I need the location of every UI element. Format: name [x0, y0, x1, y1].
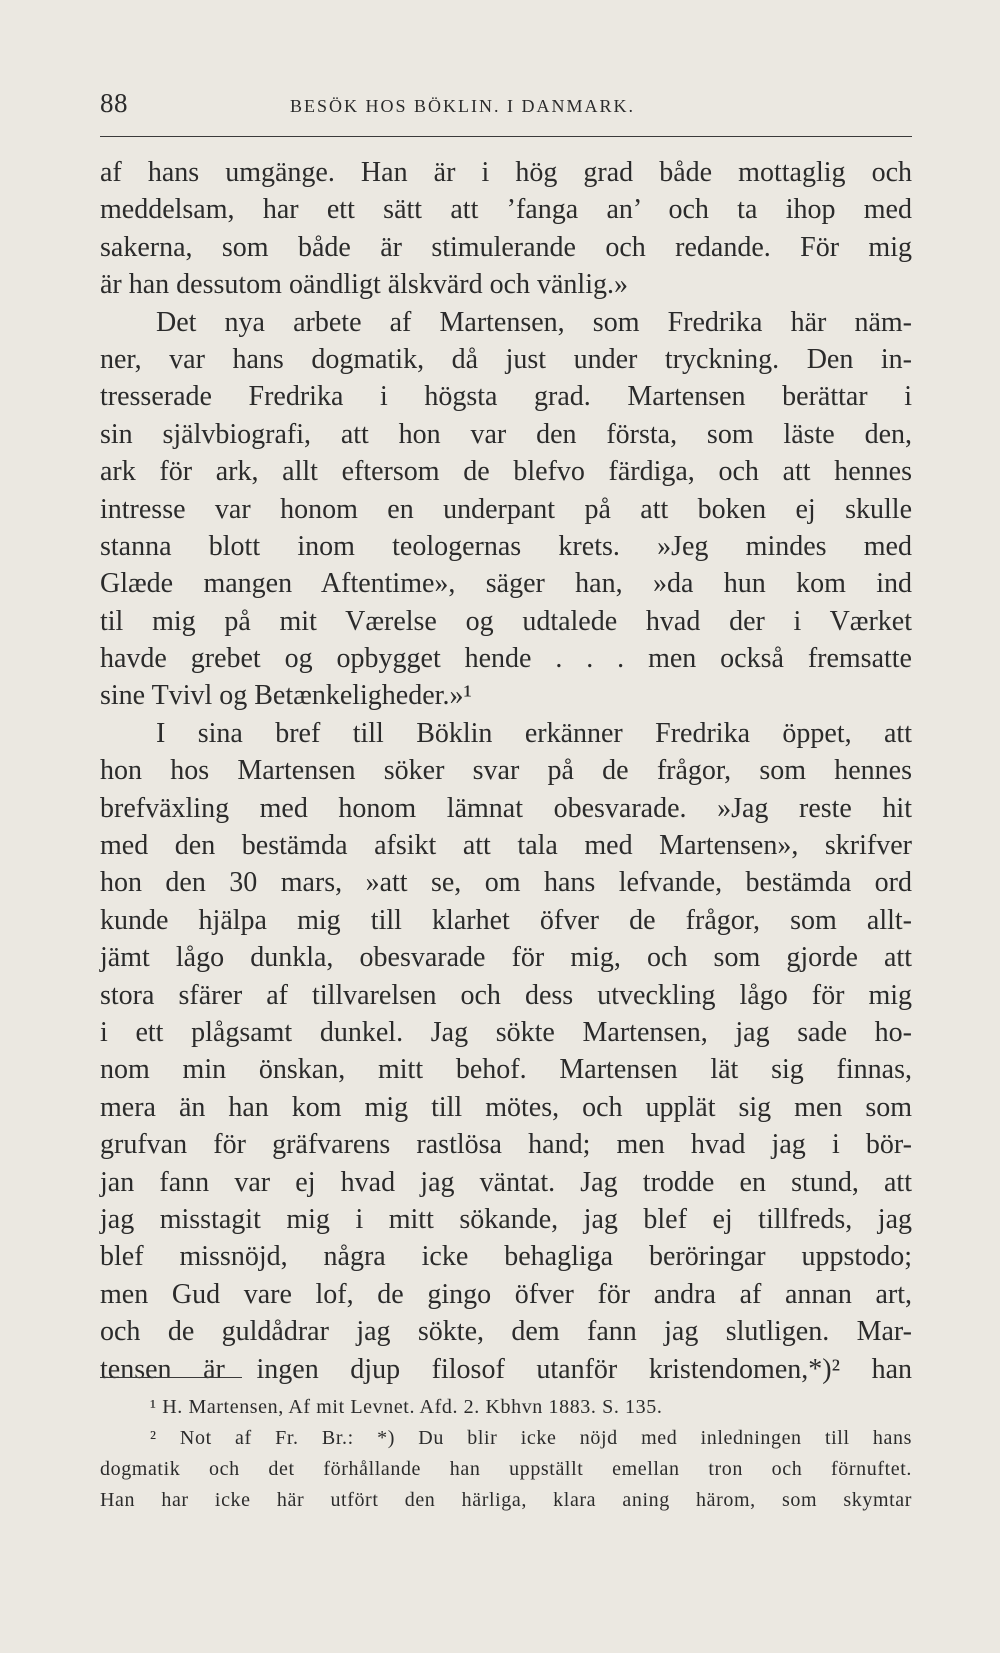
- text-line: kunde hjälpa mig till klarhet öfver de frågor, som allt-: [100, 904, 912, 936]
- text-line: Glæde mangen Aftentime», säger han, »da hun kom ind: [100, 568, 912, 600]
- text-line: brefväxling med honom lämnat obesvarade. »Jag reste hit: [100, 792, 912, 824]
- running-title: BESÖK HOS BÖKLIN. I DANMARK.: [290, 96, 636, 116]
- text-line: är han dessutom oändligt älskvärd och vänlig.»: [100, 269, 628, 301]
- text-line: i ett plågsamt dunkel. Jag sökte Martensen, jag sade ho-: [100, 1016, 912, 1048]
- text-line: hon hos Martensen söker svar på de frågor, som hennes: [100, 755, 912, 787]
- footnotes: [100, 1392, 912, 1516]
- footnote-rule: [100, 1377, 242, 1378]
- text-line: meddelsam, har ett sätt att ’fanga an’ och ta ihop med: [100, 194, 912, 226]
- page-header: [100, 88, 912, 120]
- text-line: och de guldådrar jag sökte, dem fann jag slutligen. Mar-: [100, 1316, 912, 1348]
- text-line: hon den 30 mars, »att se, om hans lefvande, bestämda ord: [100, 867, 912, 899]
- text-line: tensen är ingen djup filosof utanför kristendomen,*)² han: [100, 1353, 912, 1385]
- text-line: nom min önskan, mitt behof. Martensen lät sig finnas,: [100, 1054, 912, 1086]
- footnote-2-line: dogmatik och det förhållande han uppställt emellan tron och förnuftet.: [100, 1458, 912, 1480]
- text-line: ark för ark, allt eftersom de blefvo färdiga, och att hennes: [100, 456, 912, 488]
- text-line: havde grebet og opbygget hende . . . men också fremsatte: [100, 643, 912, 675]
- text-line: Det nya arbete af Martensen, som Fredrika här näm-: [156, 306, 912, 338]
- text-line: tresserade Fredrika i högsta grad. Martensen berättar i: [100, 381, 912, 413]
- page-number: 88: [100, 88, 128, 118]
- footnote-2-line: Han har icke här utfört den härliga, klara aning härom, som skymtar: [100, 1489, 912, 1511]
- header-rule: [100, 136, 912, 137]
- text-line: intresse var honom en underpant på att boken ej skulle: [100, 493, 912, 525]
- text-line: stanna blott inom teologernas krets. »Jeg mindes med: [100, 530, 912, 562]
- text-line: jag misstagit mig i mitt sökande, jag blef ej tillfreds, jag: [100, 1203, 912, 1235]
- text-line: stora sfärer af tillvarelsen och dess utveckling lågo för mig: [100, 979, 912, 1011]
- text-line: blef missnöjd, några icke behagliga beröringar uppstodo;: [100, 1241, 912, 1273]
- text-line: jan fann var ej hvad jag väntat. Jag trodde en stund, att: [100, 1166, 912, 1198]
- text-line: sin självbiografi, att hon var den första, som läste den,: [100, 418, 912, 450]
- text-line: til mig på mit Værelse og udtalede hvad der i Værket: [100, 605, 912, 637]
- text-line: ner, var hans dogmatik, då just under tryckning. Den in-: [100, 343, 912, 375]
- footnote-2-line: ² Not af Fr. Br.: *) Du blir icke nöjd med inledningen till hans: [150, 1427, 912, 1449]
- text-line: af hans umgänge. Han är i hög grad både mottaglig och: [100, 157, 912, 188]
- text-line: sakerna, som både är stimulerande och redande. För mig: [100, 231, 912, 263]
- footnote-1: ¹ H. Martensen, Af mit Levnet. Afd. 2. Kbhvn 1883. S. 135.: [150, 1396, 663, 1418]
- text-line: grufvan för gräfvarens rastlösa hand; men hvad jag i bör-: [100, 1129, 912, 1161]
- text-line: men Gud vare lof, de gingo öfver för andra af annan art,: [100, 1278, 912, 1310]
- text-line: I sina bref till Böklin erkänner Fredrika öppet, att: [156, 717, 912, 749]
- text-line: jämt lågo dunkla, obesvarade för mig, och som gjorde att: [100, 942, 912, 974]
- text-line: med den bestämda afsikt att tala med Martensen», skrifver: [100, 830, 912, 862]
- text-line: mera än han kom mig till mötes, och upplät sig men som: [100, 1091, 912, 1123]
- body-text: [100, 154, 912, 1388]
- text-line: sine Tvivl og Betænkeligheder.»¹: [100, 680, 472, 712]
